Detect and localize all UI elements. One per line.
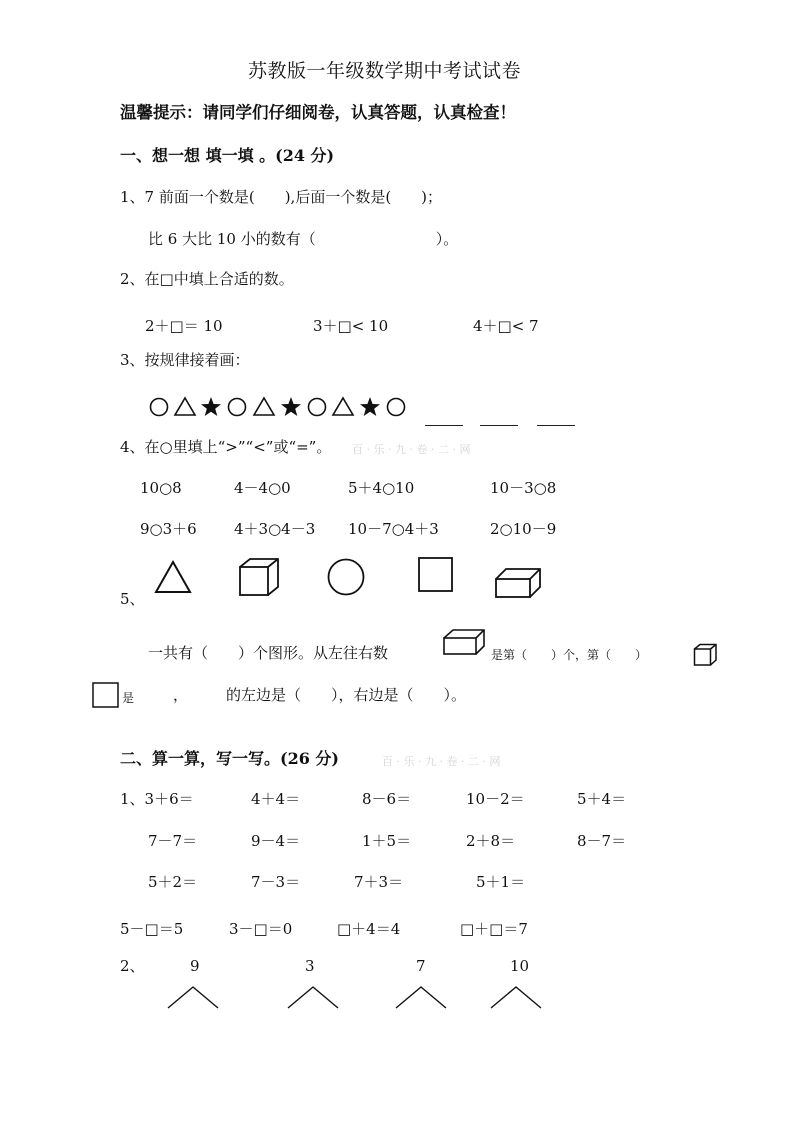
answer-blank[interactable] — [425, 425, 463, 426]
calc-item: 2＋8＝ — [466, 832, 516, 850]
calc-item: 7－3＝ — [251, 873, 301, 891]
split-branch-icon — [287, 986, 339, 1010]
cuboid-icon — [494, 567, 542, 599]
q1-line-a: 1、7 前面一个数是( ),后面一个数是( )； — [120, 188, 443, 206]
pattern-circle-icon — [151, 399, 168, 416]
q4-row1-item: 5＋4○10 — [348, 479, 415, 497]
section2-heading: 二、算一算，写一写。(26 分) — [120, 749, 339, 768]
answer-blank[interactable] — [537, 425, 575, 426]
calc-item: 7＋3＝ — [354, 873, 404, 891]
tip-text: 温馨提示：请同学们仔细阅卷，认真答题，认真检查！ — [120, 103, 516, 122]
q4-row2-item: 9○3＋6 — [140, 520, 197, 538]
split-branch-icon — [490, 986, 542, 1010]
q4-row1-item: 4－4○0 — [234, 479, 291, 497]
q2-item-2: 3＋□< 10 — [313, 317, 389, 335]
page-title: 苏教版一年级数学期中考试试卷 — [248, 60, 522, 82]
pattern-star-icon — [360, 397, 380, 416]
q5-number: 5、 — [120, 590, 145, 608]
q5-text-b: 是第（ ）个，第（ ） — [491, 648, 648, 662]
square-icon — [417, 556, 455, 594]
calc-item: 3－□＝0 — [229, 920, 293, 938]
split-branch-icon — [167, 986, 219, 1010]
split-number: 7 — [416, 957, 426, 975]
calc-item: 1＋5＝ — [362, 832, 412, 850]
q2-text: 2、在□中填上合适的数。 — [120, 270, 294, 288]
q4-text: 4、在○里填上“>”“<”或“=”。 — [120, 438, 332, 456]
cube-icon — [693, 643, 718, 667]
pattern-star-icon — [201, 397, 221, 416]
q4-row2-item: 4＋3○4－3 — [234, 520, 316, 538]
calc-item: 7－7＝ — [148, 832, 198, 850]
calc-item: 5－□＝5 — [120, 920, 184, 938]
split-branch-icon — [395, 986, 447, 1010]
q4-row1-item: 10－3○8 — [490, 479, 557, 497]
section1-heading: 一、想一想 填一填 。(24 分) — [120, 146, 335, 165]
pattern-circle-icon — [388, 399, 405, 416]
pattern-circle-icon — [309, 399, 326, 416]
calc-item: □＋4＝4 — [337, 920, 401, 938]
q5-text-a: 一共有（ ）个图形。从左往右数 — [148, 644, 389, 662]
calc-item: 9－4＝ — [251, 832, 301, 850]
q1-line-b: 比 6 大比 10 小的数有（ ）。 — [148, 230, 459, 248]
calc-item: 8－7＝ — [577, 832, 627, 850]
q5-text-d: ， — [173, 686, 189, 704]
answer-blank[interactable] — [480, 425, 518, 426]
q5-text-e: 的左边是（ ），右边是（ ）。 — [226, 686, 467, 704]
q4-row1-item: 10○8 — [140, 479, 182, 497]
calc-item: 1、3＋6＝ — [120, 790, 194, 808]
split-number: 3 — [305, 957, 315, 975]
watermark-text: 百 · 乐 · 九 · 卷 · 二 · 网 — [382, 755, 501, 768]
calc-item: 8－6＝ — [362, 790, 412, 808]
calc-item: 4＋4＝ — [251, 790, 301, 808]
pattern-triangle-icon — [175, 398, 195, 415]
calc-item: 10－2＝ — [466, 790, 525, 808]
q2-item-3: 4＋□< 7 — [473, 317, 539, 335]
square-icon — [92, 682, 119, 708]
pattern-sequence — [148, 394, 410, 420]
q2-label: 2、 — [120, 957, 145, 975]
q3-text: 3、按规律接着画： — [120, 351, 250, 369]
watermark-text: 百 · 乐 · 九 · 卷 · 二 · 网 — [352, 443, 471, 456]
split-number: 9 — [190, 957, 200, 975]
split-number: 10 — [510, 957, 530, 975]
q4-row2-item: 2○10－9 — [490, 520, 557, 538]
pattern-triangle-icon — [254, 398, 274, 415]
q4-row2-item: 10－7○4＋3 — [348, 520, 439, 538]
pattern-circle-icon — [229, 399, 246, 416]
circle-icon — [326, 557, 366, 597]
calc-item: 5＋1＝ — [476, 873, 526, 891]
cuboid-icon — [442, 628, 486, 656]
triangle-icon — [154, 560, 192, 594]
calc-item: □＋□＝7 — [460, 920, 528, 938]
q5-text-c: 是 — [122, 691, 135, 705]
pattern-triangle-icon — [333, 398, 353, 415]
calc-item: 5＋2＝ — [148, 873, 198, 891]
calc-item: 5＋4＝ — [577, 790, 627, 808]
q2-item-1: 2＋□＝ 10 — [145, 317, 223, 335]
cube-icon — [238, 557, 280, 597]
pattern-star-icon — [281, 397, 301, 416]
